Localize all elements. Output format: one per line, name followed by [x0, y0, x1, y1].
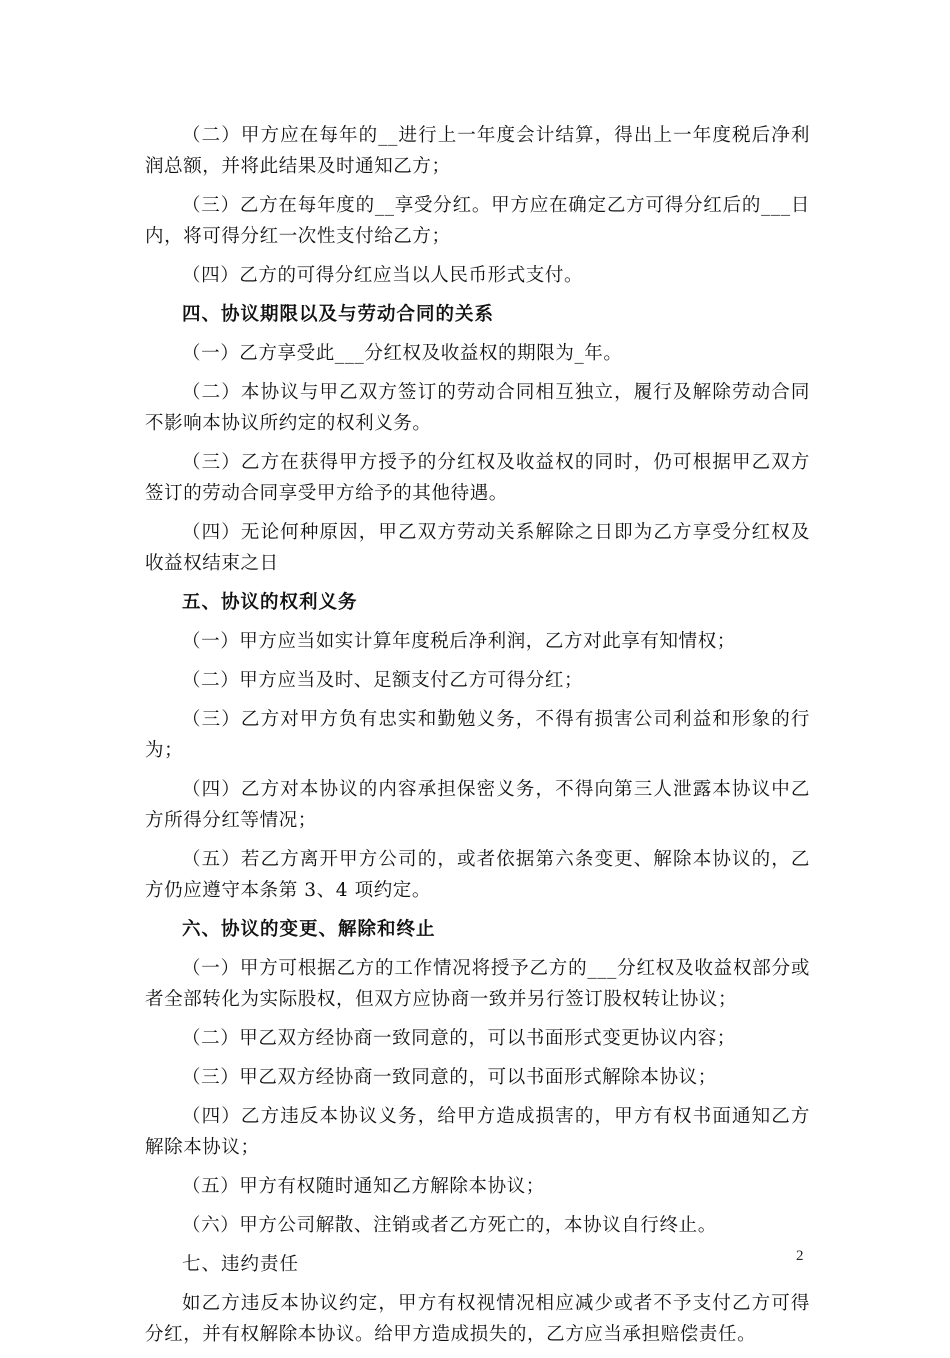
- clause-4-1: （一）乙方享受此___分红权及收益权的期限为_年。: [182, 343, 623, 364]
- document-body: [145, 120, 810, 1358]
- clause-3-4: （四）乙方的可得分红应当以人民币形式支付。: [182, 265, 584, 286]
- section-heading-6: 六、协议的变更、解除和终止: [182, 919, 436, 940]
- clause-6-2: （二）甲乙双方经协商一致同意的，可以书面形式变更协议内容；: [182, 1028, 736, 1049]
- section-heading-5: 五、协议的权利义务: [182, 592, 358, 613]
- clause-5-1: （一）甲方应当如实计算年度税后净利润，乙方对此享有知情权；: [182, 631, 736, 652]
- section-heading-7: 七、违约责任: [182, 1254, 300, 1275]
- clause-5-3: （三）乙方对甲方负有忠实和勤勉义务，不得有损害公司利益和形象的行为；: [145, 709, 810, 761]
- clause-6-4: （四）乙方违反本协议义务，给甲方造成损害的，甲方有权书面通知乙方解除本协议；: [145, 1106, 810, 1158]
- clause-6-5: （五）甲方有权随时通知乙方解除本协议；: [182, 1176, 545, 1197]
- clause-5-5: （五）若乙方离开甲方公司的，或者依据第六条变更、解除本协议的，乙方仍应遵守本条第 3、4 项约定。: [145, 849, 810, 901]
- clause-3-2: （二）甲方应在每年的__进行上一年度会计结算，得出上一年度税后净利润总额，并将此结果及时通知乙方；: [145, 125, 810, 177]
- section-heading-4: 四、协议期限以及与劳动合同的关系: [182, 304, 495, 325]
- clause-3-3: （三）乙方在每年度的__享受分红。甲方应在确定乙方可得分红后的___日内，将可得分红一次性支付给乙方；: [145, 195, 810, 247]
- clause-6-1: （一）甲方可根据乙方的工作情况将授予乙方的___分红权及收益权部分或者全部转化为实际股权，但双方应协商一致并另行签订股权转让协议；: [145, 958, 810, 1010]
- clause-6-6: （六）甲方公司解散、注销或者乙方死亡的，本协议自行终止。: [182, 1215, 717, 1236]
- clause-5-4: （四）乙方对本协议的内容承担保密义务，不得向第三人泄露本协议中乙方所得分红等情况；: [145, 779, 810, 831]
- page-number: 2: [796, 1248, 804, 1264]
- clause-6-3: （三）甲乙双方经协商一致同意的，可以书面形式解除本协议；: [182, 1067, 717, 1088]
- clause-4-4: （四）无论何种原因，甲乙双方劳动关系解除之日即为乙方享受分红权及收益权结束之日: [145, 522, 810, 574]
- clause-7-1: 如乙方违反本协议约定，甲方有权视情况相应减少或者不予支付乙方可得分红，并有权解除本协议。给甲方造成损失的，乙方应当承担赔偿责任。: [145, 1293, 810, 1345]
- clause-4-3: （三）乙方在获得甲方授予的分红权及收益权的同时，仍可根据甲乙双方签订的劳动合同享受甲方给予的其他待遇。: [145, 452, 810, 504]
- clause-4-2: （二）本协议与甲乙双方签订的劳动合同相互独立，履行及解除劳动合同不影响本协议所约定的权利义务。: [145, 382, 810, 434]
- clause-5-2: （二）甲方应当及时、足额支付乙方可得分红；: [182, 670, 584, 691]
